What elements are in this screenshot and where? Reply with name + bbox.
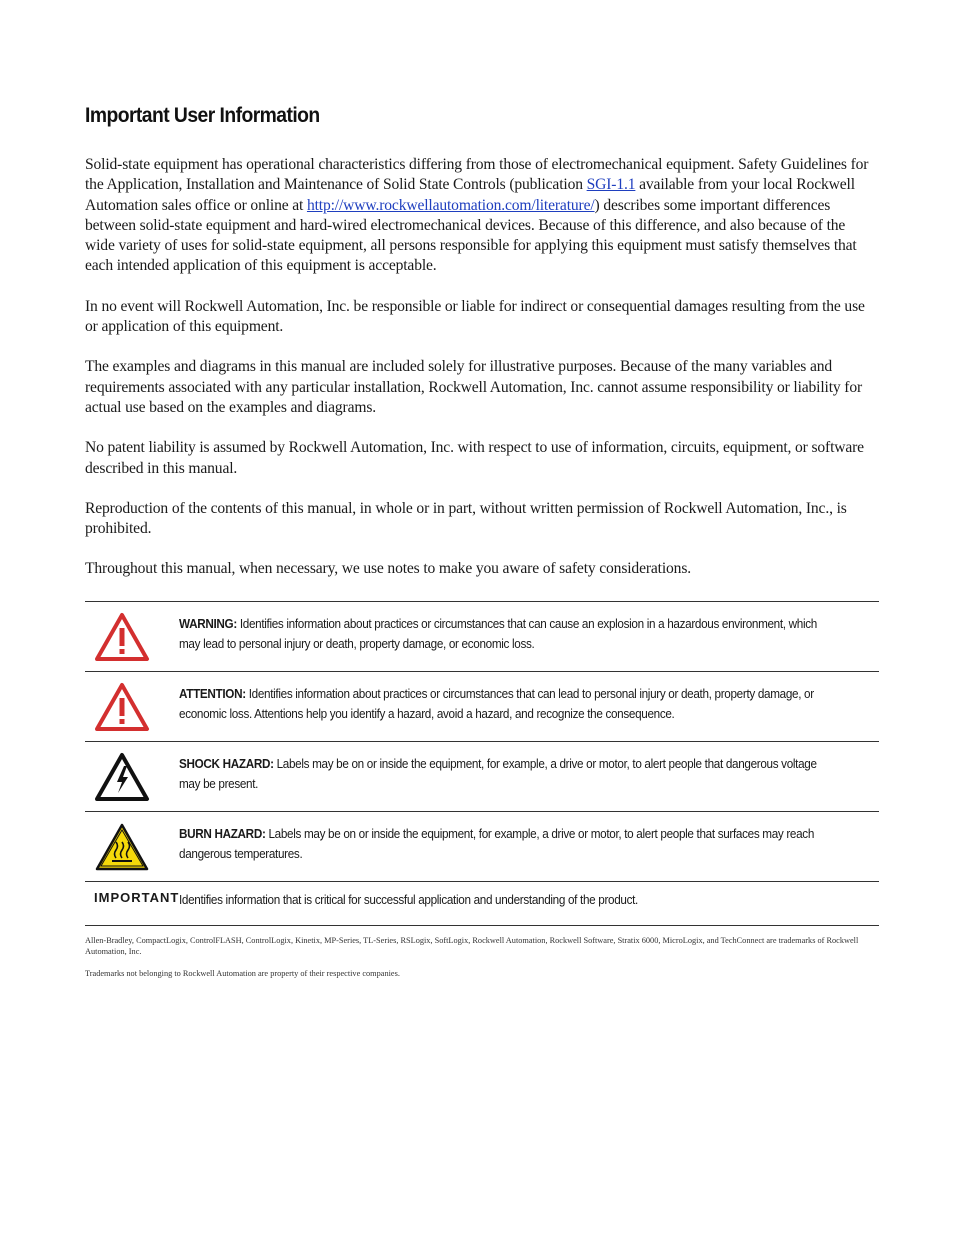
shock-hazard-icon	[94, 752, 150, 802]
important-note-text	[179, 881, 879, 925]
paragraph-examples: The examples and diagrams in this manual are included solely for illustrative purposes. Because of the many variables and requirements associated with any particular installation, Rockwell Automation, Inc. cannot assume responsibility or liability for actual use based on the examples and diagrams.	[85, 358, 863, 416]
shock-note-text	[179, 741, 879, 811]
paragraph-reproduction: Reproduction of the contents of this manual, in whole or in part, without written permission of Rockwell Automation, Inc., is prohibited.	[85, 499, 847, 538]
burn-label: BURN HAZARD:	[179, 826, 266, 841]
paragraph-patent: No patent liability is assumed by Rockwell Automation, Inc. with respect to use of information, circuits, equipment, or software described in this manual.	[85, 439, 864, 477]
trademark-footer	[85, 935, 871, 990]
paragraph-notes-intro: Throughout this manual, when necessary, we use notes to make you aware of safety considerations.	[85, 560, 691, 578]
safety-notes-table	[85, 601, 879, 926]
warning-note-row	[85, 601, 879, 671]
burn-icon-cell	[85, 811, 179, 881]
paragraph-text: Solid-state equipment has operational characteristics differing from those of electromechanical equipment. Safety Guidelines for the Application, Installation and Maintenance of Solid State Controls (publication	[85, 156, 869, 194]
attention-triangle-icon	[94, 682, 150, 732]
warning-description: Identifies information about practices or circumstances that can cause an explosion in a hazardous environment, which may lead to personal injury or death, property damage, or economic loss.	[179, 616, 818, 652]
attention-label: ATTENTION:	[179, 686, 247, 701]
other-trademarks-text: Trademarks not belonging to Rockwell Automation are property of their respective companies.	[85, 969, 400, 978]
burn-note-row	[85, 811, 879, 881]
warning-triangle-icon	[94, 612, 150, 662]
shock-label: SHOCK HAZARD:	[179, 756, 274, 771]
warning-icon-cell	[85, 601, 179, 671]
paragraph-text: ) describes some important differences between solid-state equipment and hard-wired electromechanical devices. Because of this difference, and also because of the wide variety of uses for solid-state equipment, all persons responsible for applying this equipment must satisfy themselves that each intended application of this equipment is acceptable.	[85, 196, 857, 275]
burn-description: Labels may be on or inside the equipment, for example, a drive or motor, to alert people that surfaces may reach dangerous temperatures.	[179, 826, 815, 862]
burn-hazard-icon	[94, 822, 150, 872]
warning-label: WARNING:	[179, 616, 238, 631]
literature-link[interactable]: http://www.rockwellautomation.com/literature/	[306, 196, 595, 214]
important-note-row	[85, 881, 879, 925]
attention-description: Identifies information about practices or circumstances that can lead to personal injury or death, property damage, or economic loss. Attentions help you identify a hazard, avoid a hazard, and recognize the consequence.	[179, 686, 815, 722]
attention-note-row	[85, 671, 879, 741]
page-title: Important User Information	[85, 104, 320, 127]
trademark-text: Allen-Bradley, CompactLogix, ControlFLASH, ControlLogix, Kinetix, MP-Series, TL-Series, RSLogix, SoftLogix, Rockwell Automation, Rockwell Software, Stratix 6000, MicroLogix, and TechConnect are trademarks of Rockwell Automation, Inc.	[85, 936, 859, 956]
burn-note-text	[179, 811, 879, 881]
important-description: Identifies information that is critical for successful application and understanding of the product.	[179, 892, 639, 907]
page-content	[85, 104, 871, 926]
shock-note-row	[85, 741, 879, 811]
shock-description: Labels may be on or inside the equipment, for example, a drive or motor, to alert people that dangerous voltage may be present.	[179, 756, 817, 792]
warning-note-text	[179, 601, 879, 671]
paragraph-liability: In no event will Rockwell Automation, Inc. be responsible or liable for indirect or consequential damages resulting from the use or application of this equipment.	[85, 297, 865, 336]
paragraph-solid-state	[85, 155, 871, 277]
attention-icon-cell	[85, 671, 179, 741]
sgi-link[interactable]: SGI-1.1	[586, 176, 636, 194]
important-label: IMPORTANT	[85, 881, 179, 925]
shock-icon-cell	[85, 741, 179, 811]
paragraph-text: available from your local Rockwell Automation sales office or online at	[85, 176, 855, 214]
attention-note-text	[179, 671, 879, 741]
